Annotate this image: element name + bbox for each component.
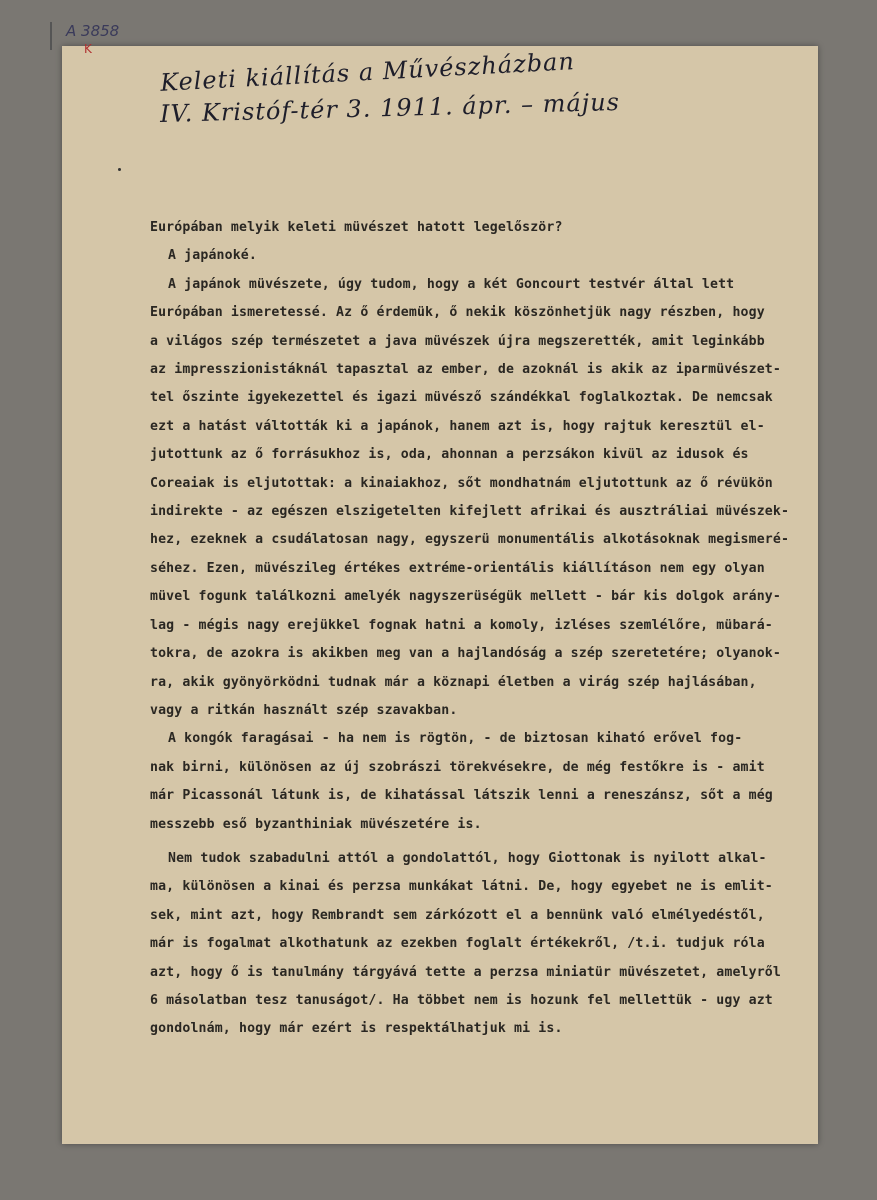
text-line: nak birni, különösen az új szobrászi törekvésekre, de még festőkre is - amit <box>150 759 765 775</box>
text-line: vagy a ritkán használt szép szavakban. <box>150 702 458 718</box>
text-line: a világos szép természetet a java müvészek újra megszerették, amit leginkább <box>150 333 765 349</box>
text-line: Nem tudok szabadulni attól a gondolattól, hogy Giottonak is nyilott alkal- <box>168 850 767 866</box>
text-line: indirekte - az egészen elszigetelten kifejlett afrikai és ausztráliai müvészek- <box>150 504 790 520</box>
text-line: azt, hogy ő is tanulmány tárgyává tette a perzsa miniatür müvészetet, amelyről <box>150 964 781 980</box>
text-line: A kongók faragásai - ha nem is rögtön, - de biztosan kiható erővel fog- <box>168 731 743 747</box>
text-line: ra, akik gyönyörködni tudnak már a köznapi életben a virág szép hajlásában, <box>150 674 757 690</box>
margin-mark <box>50 22 52 50</box>
text-line: A japánok müvészete, úgy tudom, hogy a két Goncourt testvér által lett <box>168 276 735 292</box>
archive-subscript: K <box>84 42 92 56</box>
text-line: hez, ezeknek a csudálatosan nagy, egyszerü monumentális alkotásoknak megismeré- <box>150 532 790 548</box>
text-line: séhez. Ezen, müvészileg értékes extréme-orientális kiállításon nem egy olyan <box>150 560 765 576</box>
text-line: lag - mégis nagy erejükkel fognak hatni a komoly, izléses szemlélőre, mübará- <box>150 617 773 633</box>
text-line: Coreaiak is eljutottak: a kinaiakhoz, sőt mondhatnám eljutottunk az ő révükön <box>150 475 773 491</box>
text-line: ezt a hatást váltották ki a japánok, hanem azt is, hogy rajtuk keresztül el- <box>150 418 765 434</box>
text-line: 6 másolatban tesz tanuságot/. Ha többet nem is hozunk fel mellettük - ugy azt <box>150 992 773 1008</box>
text-line: A japánoké. <box>168 248 257 264</box>
typed-text-body <box>150 172 790 1044</box>
text-line: sek, mint azt, hogy Rembrandt sem zárkózott el a bennünk való elmélyedéstől, <box>150 907 765 923</box>
text-line: messzebb eső byzanthiniak müvészetére is. <box>150 816 482 832</box>
text-line: müvel fogunk találkozni amelyék nagyszerüségük mellett - bár kis dolgok arány- <box>150 589 781 605</box>
text-line: tokra, de azokra is akikben meg van a hajlandóság a szép szeretetére; olyanok- <box>150 646 781 662</box>
text-line: tel őszinte igyekezettel és igazi müvésző szándékkal foglalkoztak. De nemcsak <box>150 390 773 406</box>
archive-number: A 3858 <box>66 22 120 40</box>
text-line: jutottunk az ő forrásukhoz is, oda, ahonnan a perzsákon kivül az idusok és <box>150 447 749 463</box>
text-line: az impresszionistáknál tapasztal az ember, de azoknál is akik az iparmüvészet- <box>150 362 781 378</box>
text-line: már Picassonál látunk is, de kihatással látszik lenni a reneszánsz, sőt a még <box>150 788 773 804</box>
handwritten-title: Keleti kiállítás a Művészházban <box>159 47 576 97</box>
text-line: ma, különösen a kinai és perzsa munkákat látni. De, hogy egyebet ne is emlit- <box>150 879 773 895</box>
handwritten-date-location: IV. Kristóf-tér 3. 1911. ápr. – május <box>159 87 621 129</box>
text-line: Európában melyik keleti müvészet hatott legelőször? <box>150 220 563 235</box>
text-line: Európában ismeretessé. Az ő érdemük, ő nekik köszönhetjük nagy részben, hogy <box>150 305 765 321</box>
text-line: már is fogalmat alkothatunk az ezekben foglalt értékekről, /t.i. tudjuk róla <box>150 936 765 952</box>
margin-dot <box>118 168 121 171</box>
text-line: gondolnám, hogy már ezért is respektálhatjuk mi is. <box>150 1021 563 1037</box>
